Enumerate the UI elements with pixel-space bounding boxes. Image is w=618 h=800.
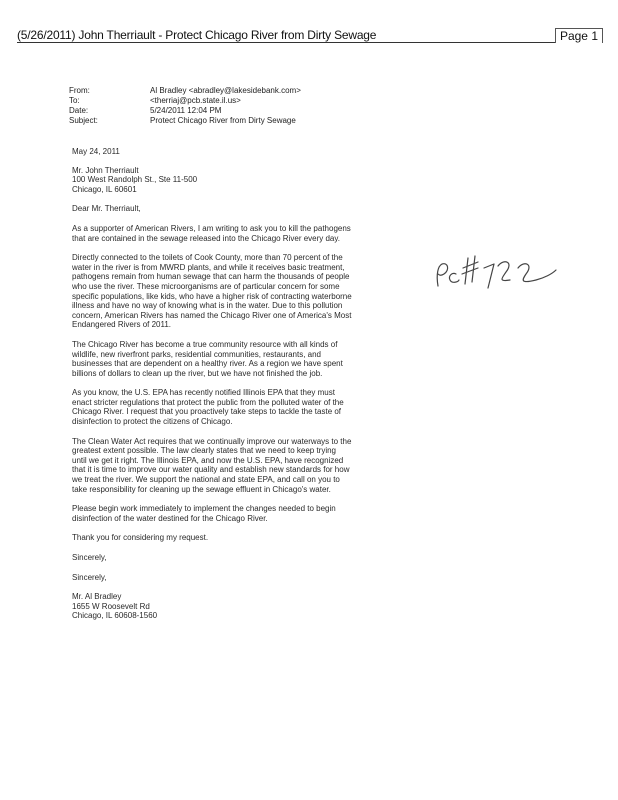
meta-label: Subject: <box>69 116 98 125</box>
meta-value: 5/24/2011 12:04 PM <box>150 106 222 115</box>
meta-row-date <box>69 106 301 116</box>
letter-date: May 24, 2011 <box>72 147 120 156</box>
address-line: 100 West Randolph St., Ste 11-500 <box>72 175 198 185</box>
paragraph: The Clean Water Act requires that we continually improve our waterways to the greatest extent possible. The law clearly states that we need to keep trying until we get it right. The Illinois EPA, and now the U.S. EPA, have recognized that it is time to improve our water quality and establish new standards for how we treat the river. We support the national and state EPA, and call on you to take responsibility for cleaning up the sewage effluent in Chicago's water. <box>72 436 352 494</box>
paragraph: Thank you for considering my request. <box>72 533 209 543</box>
letter-body <box>72 147 352 621</box>
signature-line: 1655 W Roosevelt Rd <box>72 601 150 611</box>
meta-row-to <box>69 96 301 106</box>
meta-value: <therriaj@pcb.state.il.us> <box>150 96 241 105</box>
signature-line: Chicago, IL 60608-1560 <box>72 611 158 621</box>
paragraph: As you know, the U.S. EPA has recently notified Illinois EPA that they must enact stricter regulations that protect the public from the polluted water of the Chicago River. I request that you proactively take steps to tackle the taste of disinfection to protect the citizens of Chicago. <box>72 388 344 427</box>
meta-label: From: <box>69 86 90 95</box>
email-metadata <box>69 86 301 126</box>
address-line: Chicago, IL 60601 <box>72 184 137 194</box>
page-number: Page 1 <box>555 28 603 43</box>
signature-line: Mr. Al Bradley <box>72 592 122 602</box>
meta-label: To: <box>69 96 80 105</box>
closing: Sincerely, <box>72 572 107 582</box>
header-title: (5/26/2011) John Therriault - Protect Chicago River from Dirty Sewage <box>17 28 377 42</box>
meta-value: Protect Chicago River from Dirty Sewage <box>150 116 296 125</box>
meta-row-subject <box>69 116 301 126</box>
paragraph: Please begin work immediately to implement the changes needed to begin disinfection of the water destined for the Chicago River. <box>72 504 336 523</box>
document-header <box>17 28 603 43</box>
address-line: Mr. John Therriault <box>72 165 139 175</box>
meta-value: Al Bradley <abradley@lakesidebank.com> <box>150 86 301 95</box>
handwritten-annotation <box>432 244 562 309</box>
paragraph: Directly connected to the toilets of Cook County, more than 70 percent of the water in the river is from MWRD plants, and while it receives basic treatment, pathogens remain from human sewage that can harm the thousands of people who use the river. These microorganisms are of particular concern for some specific populations, like kids, who have a higher risk of contracting waterborne illness and have no way of knowing what is in the water. Due to this pollution concern, American Rivers has named the Chicago River one of America's Most Endangered Rivers of 2011. <box>72 253 352 330</box>
paragraph: The Chicago River has become a true community resource with all kinds of wildlife, new riverfront parks, residential communities, restaurants, and businesses that are dependent on a healthy river. As a region we have spent billions of dollars to clean up the river, but we have not finished the job. <box>72 339 343 378</box>
meta-row-from <box>69 86 301 96</box>
salutation: Dear Mr. Therriault, <box>72 204 141 214</box>
closing: Sincerely, <box>72 553 107 562</box>
meta-label: Date: <box>69 106 89 115</box>
paragraph: As a supporter of American Rivers, I am writing to ask you to kill the pathogens that are contained in the sewage released into the Chicago River every day. <box>72 223 351 243</box>
